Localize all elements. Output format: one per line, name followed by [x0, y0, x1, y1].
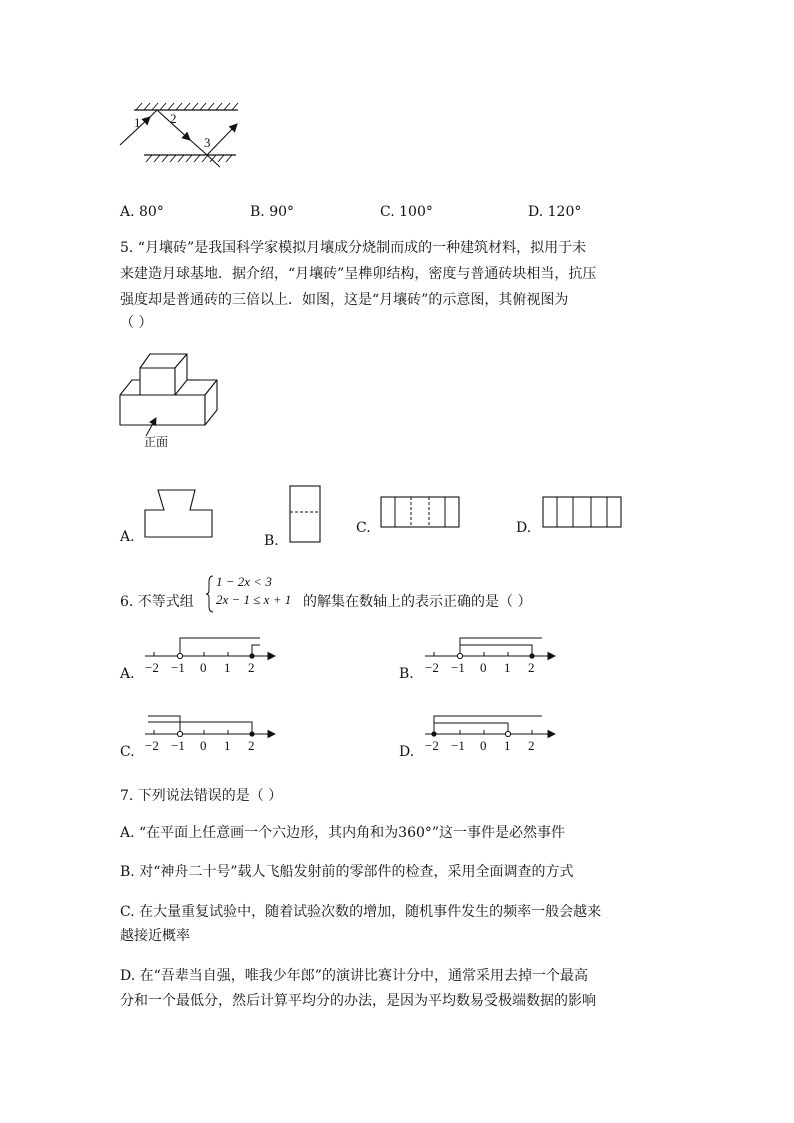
angle-1-label: 1 [134, 115, 141, 130]
q4-option-c[interactable]: C. 100° [380, 204, 433, 220]
bottom-mirror-hatching [146, 155, 232, 162]
svg-text:−1: −1 [451, 660, 465, 675]
svg-text:1: 1 [224, 738, 231, 753]
q6-option-d-label[interactable]: D. [399, 744, 415, 760]
q4-option-b[interactable]: B. 90° [250, 204, 295, 220]
q7-option-a[interactable]: A. “在平面上任意画一个六边形，其内角和为360°”这一事件是必然事件 [120, 825, 566, 841]
moon-brick-figure [110, 350, 230, 450]
svg-text:−1: −1 [171, 660, 185, 675]
q7-option-c-line-1[interactable]: C. 在大量重复试验中，随着试验次数的增加，随机事件发生的频率一般会越来 [120, 904, 602, 920]
q5-option-a-figure[interactable] [140, 485, 220, 545]
q6-option-b-numberline[interactable] [420, 632, 560, 677]
angle-3-label: 3 [204, 135, 211, 150]
svg-text:−2: −2 [145, 738, 159, 753]
top-mirror-hatching [136, 103, 238, 110]
q6-system-brace [205, 574, 215, 614]
q5-option-c-figure[interactable] [375, 493, 465, 533]
q5-option-c-label[interactable]: C. [356, 520, 371, 536]
svg-text:0: 0 [480, 660, 487, 675]
svg-text:1: 1 [504, 738, 511, 753]
q6-option-d-numberline[interactable] [420, 710, 560, 755]
q6-option-a-numberline[interactable] [140, 632, 280, 677]
q6-option-c-numberline[interactable] [140, 710, 280, 755]
q7-stem: 7. 下列说法错误的是（ ） [120, 788, 283, 804]
svg-text:0: 0 [200, 660, 207, 675]
q6-prefix: 6. 不等式组 [120, 594, 194, 610]
svg-text:−1: −1 [451, 738, 465, 753]
q6-suffix: 的解集在数轴上的表示正确的是（ ） [303, 594, 532, 610]
svg-text:0: 0 [480, 738, 487, 753]
q5-option-d-label[interactable]: D. [516, 520, 532, 536]
q5-option-d-figure[interactable] [537, 493, 627, 533]
second-reflected-ray [207, 124, 237, 155]
svg-text:0: 0 [200, 738, 207, 753]
svg-text:2: 2 [248, 738, 255, 753]
q7-option-d-line-1[interactable]: D. 在“吾辈当自强，唯我少年郎”的演讲比赛计分中，通常采用去掉一个最高 [120, 968, 588, 984]
svg-text:2: 2 [248, 660, 255, 675]
svg-text:−1: −1 [171, 738, 185, 753]
q7-option-d-line-2[interactable]: 分和一个最低分，然后计算平均分的办法，是因为平均数易受极端数据的影响 [120, 993, 596, 1009]
q6-system-line-1: 1 − 2x < 3 [216, 574, 272, 589]
q5-option-b-label[interactable]: B. [264, 533, 279, 549]
q7-option-c-line-2[interactable]: 越接近概率 [120, 928, 190, 944]
front-face-label: 正面 [144, 435, 169, 449]
q5-option-a-label[interactable]: A. [120, 529, 135, 545]
q5-stem-line-2: 来建造月球基地．据介绍，“月壤砖”呈榫卯结构，密度与普通砖块相当，抗压 [120, 266, 597, 282]
q4-option-a[interactable]: A. 80° [120, 204, 164, 220]
q6-option-c-label[interactable]: C. [120, 744, 135, 760]
q6-system-line-2: 2x − 1 ≤ x + 1 [216, 592, 292, 607]
normal-line-extension [207, 155, 220, 167]
q5-stem-line-3: 强度却是普通砖的三倍以上．如图，这是“月壤砖”的示意图，其俯视图为 [120, 292, 569, 308]
svg-text:1: 1 [224, 660, 231, 675]
q4-option-d[interactable]: D. 120° [528, 204, 582, 220]
q5-option-b-figure[interactable] [285, 482, 325, 547]
q5-stem-line-4: （ ） [120, 315, 153, 331]
svg-text:2: 2 [528, 660, 535, 675]
svg-text:−2: −2 [425, 660, 439, 675]
svg-text:2: 2 [528, 738, 535, 753]
svg-text:−2: −2 [145, 660, 159, 675]
svg-text:−2: −2 [425, 738, 439, 753]
q6-option-b-label[interactable]: B. [399, 666, 414, 682]
reflection-figure [110, 95, 250, 180]
q6-option-a-label[interactable]: A. [120, 666, 135, 682]
angle-2-label: 2 [170, 111, 177, 126]
svg-text:1: 1 [504, 660, 511, 675]
q7-option-b[interactable]: B. 对“神舟二十号”载人飞船发射前的零部件的检查，采用全面调查的方式 [120, 864, 574, 880]
q5-stem-line-1: 5. “月壤砖”是我国科学家模拟月壤成分烧制而成的一种建筑材料，拟用于未 [120, 240, 587, 256]
incident-ray-rest [148, 110, 157, 119]
